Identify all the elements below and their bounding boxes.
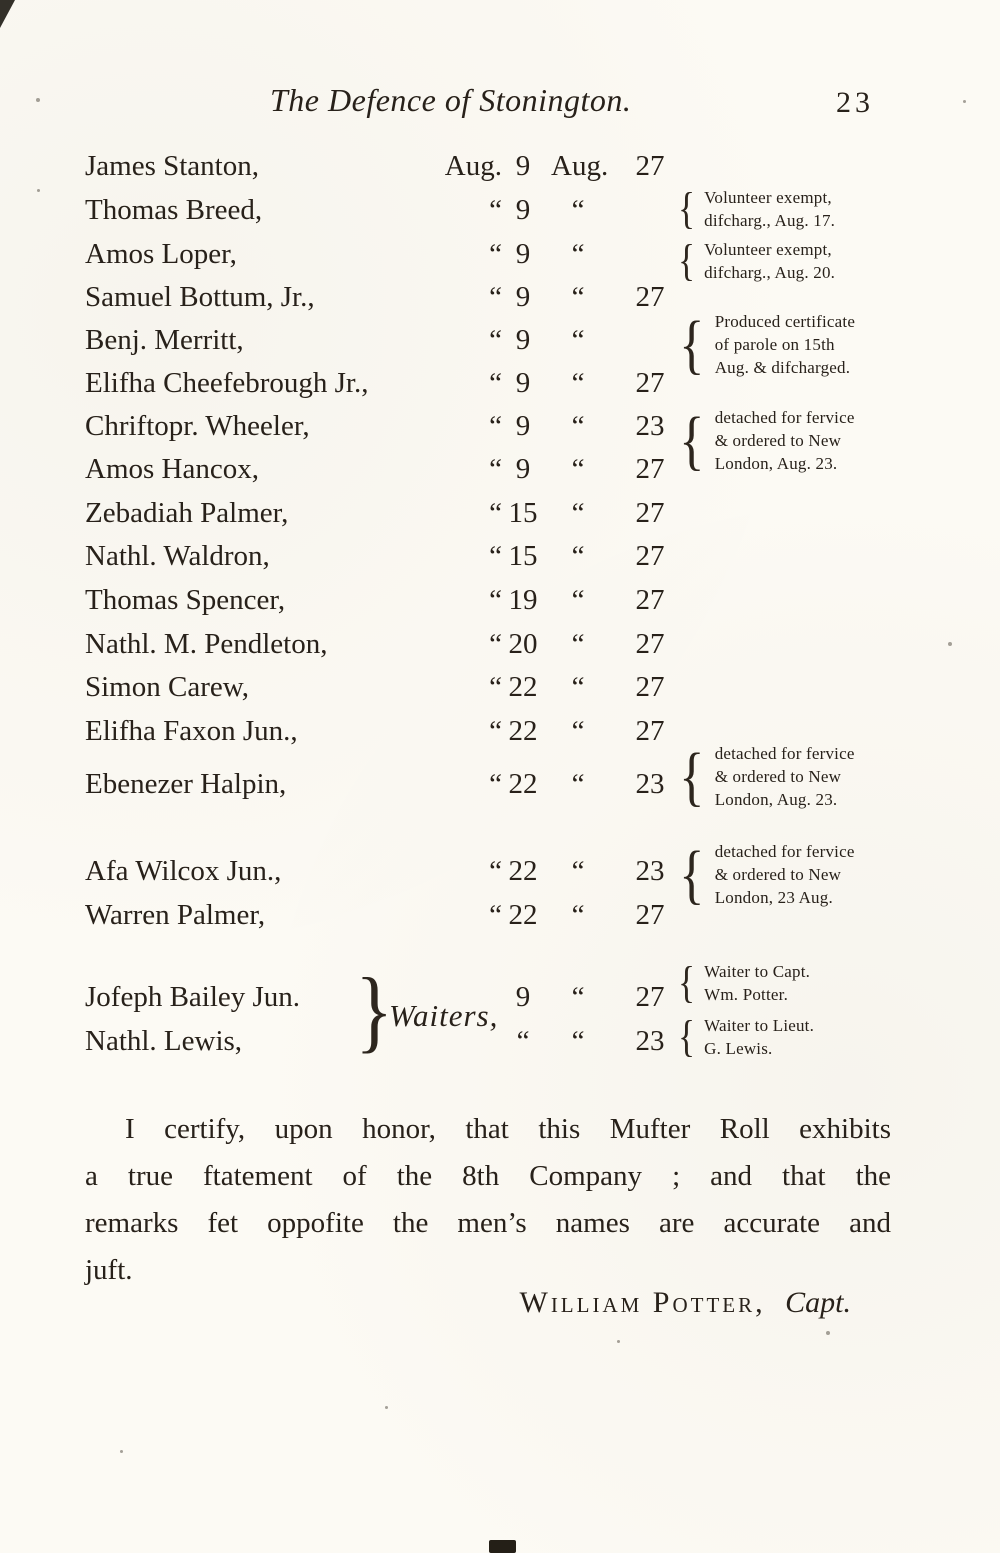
signature-name: William Potter,	[519, 1286, 766, 1319]
enrolled-month: “	[489, 899, 502, 931]
discharged-day: 27	[635, 453, 665, 485]
person-name: James Stanton,	[85, 150, 259, 182]
discharged-month: “	[571, 855, 585, 887]
roster-row	[0, 584, 1000, 628]
note-brace-icon: {	[678, 958, 696, 1007]
discharged-day: 27	[635, 899, 665, 931]
person-name: Jofeph Bailey Jun.	[85, 981, 301, 1013]
discharged-day: 27	[635, 281, 665, 313]
enrolled-day: “	[516, 1025, 530, 1057]
person-name: Elifha Cheefebrough Jr.,	[85, 367, 369, 399]
note-line: G. Lewis.	[704, 1039, 773, 1058]
discharged-day: 23	[635, 855, 665, 887]
discharged-month: “	[571, 768, 585, 800]
note-line: & ordered to New	[714, 865, 842, 884]
margin-note	[676, 307, 894, 381]
person-name: Amos Loper,	[85, 238, 237, 270]
enrolled-day: 9	[515, 150, 531, 182]
person-name: Thomas Spencer,	[85, 584, 286, 616]
paper-speck	[37, 189, 40, 192]
enrolled-day: 9	[515, 981, 531, 1013]
waiters-group-brace: }	[355, 959, 393, 1061]
margin-note	[676, 837, 894, 911]
person-name: Elifha Faxon Jun.,	[85, 715, 298, 747]
paper-speck	[826, 1331, 830, 1335]
discharged-month: “	[571, 671, 585, 703]
paper-speck	[36, 98, 40, 102]
discharged-day: 27	[635, 584, 665, 616]
note-line: & ordered to New	[714, 767, 842, 786]
discharged-day: 23	[635, 1025, 665, 1057]
person-name: Zebadiah Palmer,	[85, 497, 289, 529]
enrolled-month: “	[489, 768, 502, 800]
discharged-day: 27	[635, 671, 665, 703]
note-line: Wm. Potter.	[704, 985, 789, 1004]
enrolled-month: “	[489, 410, 502, 442]
certify-line: juft.	[85, 1254, 133, 1286]
discharged-month: “	[571, 584, 585, 616]
discharged-day: 27	[635, 150, 665, 182]
enrolled-day: 9	[515, 410, 531, 442]
person-name: Warren Palmer,	[85, 899, 266, 931]
note-brace-icon: {	[678, 236, 696, 285]
enrolled-day: 20	[508, 628, 538, 660]
discharged-day: 27	[635, 367, 665, 399]
discharged-month: “	[571, 410, 585, 442]
enrolled-day: 19	[508, 584, 538, 616]
enrolled-month: “	[489, 367, 502, 399]
enrolled-month: “	[489, 281, 502, 313]
discharged-month: “	[571, 324, 585, 356]
note-line: Waiter to Lieut.	[704, 1016, 815, 1035]
note-brace-icon: {	[679, 307, 705, 381]
enrolled-day: 22	[508, 671, 538, 703]
margin-note	[676, 238, 894, 284]
discharged-month: “	[571, 497, 585, 529]
discharged-month: “	[571, 715, 585, 747]
note-brace-icon: {	[679, 403, 705, 477]
enrolled-month: Aug.	[444, 150, 502, 182]
enrolled-day: 9	[515, 238, 531, 270]
enrolled-day: 22	[508, 715, 538, 747]
note-line: detached for fervice	[714, 842, 855, 861]
enrolled-month: “	[489, 584, 502, 616]
roster-row	[0, 497, 1000, 541]
note-brace-icon: {	[679, 837, 705, 911]
discharged-month: “	[571, 981, 585, 1013]
discharged-month: “	[571, 540, 585, 572]
note-line: London, Aug. 23.	[714, 454, 838, 473]
paper-corner-mark	[0, 0, 15, 28]
discharged-month: “	[571, 1025, 585, 1057]
enrolled-month: “	[489, 453, 502, 485]
paper-speck	[963, 100, 966, 103]
enrolled-day: 22	[508, 899, 538, 931]
paper-speck	[948, 642, 952, 646]
discharged-month: “	[571, 367, 585, 399]
enrolled-day: 9	[515, 367, 531, 399]
margin-note	[676, 739, 894, 813]
enrolled-month: “	[489, 540, 502, 572]
enrolled-day: 15	[508, 497, 538, 529]
discharged-day: 23	[635, 768, 665, 800]
person-name: Simon Carew,	[85, 671, 250, 703]
margin-note	[676, 960, 894, 1006]
person-name: Afa Wilcox Jun.,	[85, 855, 282, 887]
person-name: Nathl. Waldron,	[85, 540, 270, 572]
enrolled-day: 9	[515, 194, 531, 226]
note-line: London, 23 Aug.	[714, 888, 833, 907]
discharged-month: “	[571, 238, 585, 270]
margin-note	[676, 186, 894, 232]
note-line: Waiter to Capt.	[704, 962, 811, 981]
enrolled-day: 9	[515, 453, 531, 485]
paper-speck	[120, 1450, 123, 1453]
note-line: of parole on 15th	[714, 335, 835, 354]
note-brace-icon: {	[678, 184, 696, 233]
discharged-month: “	[571, 628, 585, 660]
margin-note	[676, 403, 894, 477]
person-name: Nathl. M. Pendleton,	[85, 628, 328, 660]
person-name: Benj. Merritt,	[85, 324, 244, 356]
note-line: Aug. & difcharged.	[714, 358, 851, 377]
enrolled-month: “	[489, 324, 502, 356]
enrolled-month: “	[489, 715, 502, 747]
enrolled-month: “	[489, 194, 502, 226]
discharged-day: 27	[635, 540, 665, 572]
certify-line: remarks fet oppofite the men’s names are accurate and	[85, 1207, 891, 1239]
signature-title: Capt.	[785, 1286, 851, 1319]
note-line: & ordered to New	[714, 431, 842, 450]
enrolled-month: “	[489, 628, 502, 660]
paper-speck	[617, 1340, 620, 1343]
certify-line: I certify, upon honor, that this Mufter Roll exhibits	[125, 1113, 891, 1145]
enrolled-month: “	[489, 497, 502, 529]
discharged-day: 27	[635, 628, 665, 660]
note-line: difcharg., Aug. 20.	[704, 263, 836, 282]
enrolled-month: “	[489, 238, 502, 270]
person-name: Nathl. Lewis,	[85, 1025, 243, 1057]
roster-row	[0, 628, 1000, 672]
discharged-month: Aug.	[551, 150, 609, 182]
enrolled-day: 9	[515, 324, 531, 356]
certify-line: a true ftatement of the 8th Company ; and that the	[85, 1160, 891, 1192]
roster-row	[0, 671, 1000, 715]
paper-ink-blob	[489, 1540, 516, 1553]
note-line: detached for fervice	[714, 744, 855, 763]
note-line: Volunteer exempt,	[704, 240, 832, 259]
enrolled-month: “	[489, 671, 502, 703]
person-name: Samuel Bottum, Jr.,	[85, 281, 315, 313]
signature	[85, 1286, 851, 1320]
note-line: detached for fervice	[714, 408, 855, 427]
paper-speck	[385, 1406, 388, 1409]
enrolled-day: 22	[508, 855, 538, 887]
person-name: Thomas Breed,	[85, 194, 263, 226]
enrolled-day: 15	[508, 540, 538, 572]
note-line: Produced certificate	[714, 312, 856, 331]
margin-note	[676, 1014, 894, 1060]
discharged-month: “	[571, 194, 585, 226]
page-title: The Defence of Stonington.	[270, 82, 632, 118]
discharged-day: 27	[635, 981, 665, 1013]
certification-paragraph	[85, 1106, 891, 1294]
discharged-day: 27	[635, 497, 665, 529]
note-brace-icon: {	[679, 739, 705, 813]
discharged-month: “	[571, 281, 585, 313]
person-name: Ebenezer Halpin,	[85, 768, 287, 800]
discharged-day: 23	[635, 410, 665, 442]
page-number: 23	[836, 86, 874, 119]
discharged-day: 27	[635, 715, 665, 747]
enrolled-day: 22	[508, 768, 538, 800]
note-line: Volunteer exempt,	[704, 188, 832, 207]
enrolled-month: “	[489, 855, 502, 887]
discharged-month: “	[571, 453, 585, 485]
person-name: Amos Hancox,	[85, 453, 259, 485]
enrolled-day: 9	[515, 281, 531, 313]
discharged-month: “	[571, 899, 585, 931]
note-line: difcharg., Aug. 17.	[704, 211, 836, 230]
roster-row	[0, 540, 1000, 584]
note-line: London, Aug. 23.	[714, 790, 838, 809]
note-brace-icon: {	[678, 1012, 696, 1061]
person-name: Chriftopr. Wheeler,	[85, 410, 310, 442]
waiters-label: Waiters,	[389, 998, 499, 1033]
